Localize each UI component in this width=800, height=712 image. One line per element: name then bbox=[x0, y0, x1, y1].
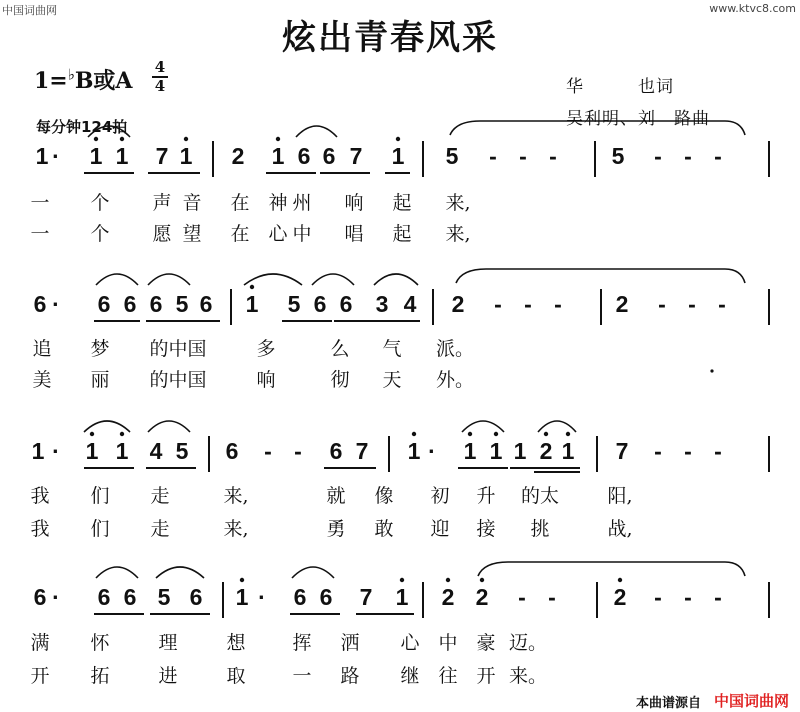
dash-note: - bbox=[264, 438, 272, 464]
lyric-syllable: 走 bbox=[150, 518, 170, 540]
slur bbox=[292, 567, 334, 578]
lyric-syllable: 们 bbox=[90, 485, 110, 507]
note: 1 bbox=[235, 584, 249, 610]
note: 6 bbox=[123, 291, 137, 317]
dot-extension: · bbox=[52, 438, 60, 464]
dash-note: - bbox=[714, 438, 722, 464]
note: 4 bbox=[403, 291, 417, 317]
tie-line bbox=[478, 562, 745, 576]
lyricist-credit: 华 也词 bbox=[566, 77, 674, 97]
note: 5 bbox=[175, 291, 189, 317]
octave-dot bbox=[494, 432, 498, 436]
note: 6 bbox=[313, 291, 327, 317]
lyric-syllable: 在 bbox=[230, 223, 250, 245]
dash-note: - bbox=[654, 438, 662, 464]
slur bbox=[96, 567, 138, 578]
lyric-syllable: 往 bbox=[438, 665, 458, 687]
lyric-syllable: 起 bbox=[392, 223, 412, 245]
slur bbox=[84, 421, 130, 432]
note: 6 bbox=[225, 438, 239, 464]
lyric-syllable: 接 bbox=[476, 518, 496, 540]
lyric-syllable: 走 bbox=[150, 485, 170, 507]
lyric-syllable: 路 bbox=[340, 665, 360, 687]
lyric-syllable: 响 bbox=[256, 369, 276, 391]
slur bbox=[88, 126, 130, 137]
octave-dot bbox=[396, 137, 400, 141]
note: 2 bbox=[613, 584, 627, 610]
note: 5 bbox=[611, 143, 625, 169]
lyric-syllable: 我 bbox=[30, 518, 50, 540]
lyric-syllable: 愿 bbox=[152, 223, 172, 245]
lyric-syllable: 气 bbox=[382, 338, 402, 360]
lyric-syllable: 勇 bbox=[326, 518, 346, 540]
slur bbox=[296, 126, 337, 137]
lyric-syllable: 丽 bbox=[90, 369, 110, 391]
note: 1 bbox=[271, 143, 285, 169]
octave-dot bbox=[544, 432, 548, 436]
tie-line bbox=[450, 121, 745, 135]
lyric-syllable: 迎 bbox=[430, 518, 450, 540]
lyric-syllable: 追 bbox=[32, 338, 52, 360]
lyric-syllable: 就 bbox=[326, 485, 346, 507]
lyric-syllable: 理 bbox=[158, 632, 178, 654]
lyric-syllable: 开 bbox=[476, 665, 496, 687]
lyric-syllable: 阳, bbox=[607, 485, 633, 507]
dash-note: - bbox=[684, 438, 692, 464]
lyric-syllable: 唱 bbox=[344, 223, 364, 245]
dot-extension: · bbox=[52, 584, 60, 610]
tempo-marking: 每分钟124拍 bbox=[36, 118, 128, 136]
lyric-syllable: 的中国 bbox=[149, 369, 207, 391]
note: 1 bbox=[513, 438, 527, 464]
stray-dot bbox=[710, 369, 713, 372]
lyric-syllable: 来, bbox=[445, 192, 471, 214]
dash-note: - bbox=[494, 291, 502, 317]
note: 6 bbox=[97, 291, 111, 317]
note: 7 bbox=[359, 584, 373, 610]
key-text: B或A bbox=[74, 68, 133, 94]
lyric-syllable: 外。 bbox=[435, 369, 475, 391]
lyric-syllable: 在 bbox=[230, 192, 250, 214]
note: 2 bbox=[615, 291, 629, 317]
lyric-syllable: 们 bbox=[90, 518, 110, 540]
note: 3 bbox=[375, 291, 389, 317]
note: 1 bbox=[31, 438, 45, 464]
note: 1 bbox=[489, 438, 503, 464]
note: 1 bbox=[407, 438, 421, 464]
lyric-syllable: 心 bbox=[268, 223, 288, 245]
note: 6 bbox=[329, 438, 343, 464]
tie-line bbox=[456, 269, 745, 283]
note: 6 bbox=[319, 584, 333, 610]
slur bbox=[244, 274, 302, 285]
note: 6 bbox=[322, 143, 336, 169]
octave-dot bbox=[120, 432, 124, 436]
note: 6 bbox=[293, 584, 307, 610]
footer-source: 本曲谱源自 bbox=[636, 696, 702, 711]
lyric-syllable: 迈。 bbox=[508, 632, 548, 654]
lyric-syllable: 一 bbox=[30, 223, 50, 245]
note: 6 bbox=[199, 291, 213, 317]
note: 2 bbox=[231, 143, 245, 169]
lyric-syllable: 开 bbox=[30, 665, 50, 687]
lyric-syllable: 梦 bbox=[90, 338, 110, 360]
note: 1 bbox=[115, 438, 129, 464]
slur bbox=[374, 274, 418, 285]
page-title: 炫出青春风采 bbox=[282, 18, 498, 58]
octave-dot bbox=[468, 432, 472, 436]
octave-dot bbox=[446, 578, 450, 582]
note: 1 bbox=[115, 143, 129, 169]
footer-site: 中国词曲网 bbox=[714, 692, 790, 710]
dash-note: - bbox=[654, 143, 662, 169]
note: 1 bbox=[391, 143, 405, 169]
slur bbox=[96, 274, 138, 285]
note: 1 bbox=[89, 143, 103, 169]
slur bbox=[148, 421, 190, 432]
lyric-syllable: 神 bbox=[268, 192, 288, 214]
octave-dot bbox=[240, 578, 244, 582]
lyric-syllable: 挥 bbox=[292, 632, 312, 654]
note: 1 bbox=[395, 584, 409, 610]
note: 1 bbox=[561, 438, 575, 464]
lyric-syllable: 像 bbox=[374, 485, 394, 507]
lyric-syllable: 洒 bbox=[340, 632, 360, 654]
watermark-left: 中国词曲网 bbox=[2, 4, 57, 17]
note: 1 bbox=[85, 438, 99, 464]
time-top: 4 bbox=[154, 58, 166, 76]
lyric-syllable: 挑 bbox=[530, 518, 550, 540]
octave-dot bbox=[618, 578, 622, 582]
lyric-syllable: 一 bbox=[30, 192, 50, 214]
dash-note: - bbox=[684, 584, 692, 610]
lyric-syllable: 一 bbox=[292, 665, 312, 687]
note: 6 bbox=[33, 291, 47, 317]
lyric-syllable: 来。 bbox=[508, 665, 548, 687]
octave-dot bbox=[412, 432, 416, 436]
watermark-right: www.ktvc8.com bbox=[709, 2, 796, 15]
octave-dot bbox=[94, 137, 98, 141]
note: 2 bbox=[475, 584, 489, 610]
lyric-syllable: 满 bbox=[30, 632, 50, 654]
dash-note: - bbox=[684, 143, 692, 169]
octave-dot bbox=[120, 137, 124, 141]
lyric-syllable: 敢 bbox=[374, 518, 394, 540]
note: 1 bbox=[35, 143, 49, 169]
dash-note: - bbox=[294, 438, 302, 464]
dash-note: - bbox=[489, 143, 497, 169]
slur bbox=[148, 274, 190, 285]
dot-extension: · bbox=[258, 584, 266, 610]
lyric-syllable: 多 bbox=[256, 338, 276, 360]
lyric-syllable: 彻 bbox=[330, 369, 350, 391]
lyric-syllable: 中 bbox=[292, 223, 312, 245]
slur bbox=[156, 567, 204, 578]
lyric-syllable: 美 bbox=[32, 369, 52, 391]
lyric-syllable: 豪 bbox=[476, 632, 496, 654]
lyric-syllable: 么 bbox=[330, 338, 350, 360]
lyric-syllable: 拓 bbox=[90, 665, 110, 687]
note: 5 bbox=[445, 143, 459, 169]
flat-sign: ♭ bbox=[67, 65, 75, 84]
note: 7 bbox=[349, 143, 363, 169]
dot-extension: · bbox=[52, 143, 60, 169]
octave-dot bbox=[184, 137, 188, 141]
lyric-syllable: 战, bbox=[607, 518, 633, 540]
octave-dot bbox=[90, 432, 94, 436]
key-prefix: 1= bbox=[34, 68, 68, 94]
slur bbox=[462, 421, 504, 432]
lyric-syllable: 起 bbox=[392, 192, 412, 214]
note: 6 bbox=[149, 291, 163, 317]
lyric-syllable: 个 bbox=[90, 223, 110, 245]
dash-note: - bbox=[718, 291, 726, 317]
slur bbox=[538, 421, 576, 432]
note: 6 bbox=[189, 584, 203, 610]
dash-note: - bbox=[714, 143, 722, 169]
time-bottom: 4 bbox=[154, 77, 166, 95]
note: 7 bbox=[155, 143, 169, 169]
note: 7 bbox=[615, 438, 629, 464]
dash-note: - bbox=[688, 291, 696, 317]
lyric-syllable: 音 bbox=[182, 192, 202, 214]
dash-note: - bbox=[554, 291, 562, 317]
lyric-syllable: 取 bbox=[226, 665, 246, 687]
dot-extension: · bbox=[428, 438, 436, 464]
dash-note: - bbox=[654, 584, 662, 610]
note: 2 bbox=[451, 291, 465, 317]
lyric-syllable: 升 bbox=[476, 485, 496, 507]
lyric-syllable: 怀 bbox=[90, 632, 110, 654]
lyric-syllable: 来, bbox=[445, 223, 471, 245]
lyric-syllable: 来, bbox=[223, 485, 249, 507]
note: 6 bbox=[97, 584, 111, 610]
octave-dot bbox=[566, 432, 570, 436]
lyric-syllable: 的太 bbox=[520, 485, 560, 507]
note: 2 bbox=[441, 584, 455, 610]
dash-note: - bbox=[518, 584, 526, 610]
note: 7 bbox=[355, 438, 369, 464]
lyric-syllable: 州 bbox=[292, 192, 312, 214]
note: 4 bbox=[149, 438, 163, 464]
octave-dot bbox=[250, 285, 254, 289]
lyric-syllable: 我 bbox=[30, 485, 50, 507]
octave-dot bbox=[400, 578, 404, 582]
note: 6 bbox=[33, 584, 47, 610]
lyric-syllable: 派。 bbox=[435, 338, 475, 360]
dot-extension: · bbox=[52, 291, 60, 317]
lyric-syllable: 望 bbox=[182, 223, 202, 245]
octave-dot bbox=[276, 137, 280, 141]
lyric-syllable: 进 bbox=[158, 665, 178, 687]
octave-dot bbox=[480, 578, 484, 582]
lyric-syllable: 的中国 bbox=[149, 338, 207, 360]
lyric-syllable: 声 bbox=[152, 192, 172, 214]
dash-note: - bbox=[658, 291, 666, 317]
lyric-syllable: 初 bbox=[430, 485, 450, 507]
note: 5 bbox=[175, 438, 189, 464]
note: 1 bbox=[245, 291, 259, 317]
lyric-syllable: 来, bbox=[223, 518, 249, 540]
lyric-syllable: 个 bbox=[90, 192, 110, 214]
note: 1 bbox=[463, 438, 477, 464]
note: 1 bbox=[179, 143, 193, 169]
note: 5 bbox=[287, 291, 301, 317]
dash-note: - bbox=[548, 584, 556, 610]
dash-note: - bbox=[714, 584, 722, 610]
slur bbox=[312, 274, 354, 285]
dash-note: - bbox=[519, 143, 527, 169]
lyric-syllable: 心 bbox=[400, 632, 420, 654]
dash-note: - bbox=[524, 291, 532, 317]
note: 5 bbox=[157, 584, 171, 610]
lyric-syllable: 继 bbox=[400, 665, 420, 687]
lyric-syllable: 中 bbox=[438, 632, 458, 654]
lyric-syllable: 天 bbox=[382, 369, 402, 391]
note: 2 bbox=[539, 438, 553, 464]
composer-credit: 吴利明、刘 路曲 bbox=[566, 109, 710, 129]
note: 6 bbox=[297, 143, 311, 169]
note: 6 bbox=[339, 291, 353, 317]
note: 6 bbox=[123, 584, 137, 610]
lyric-syllable: 想 bbox=[226, 632, 246, 654]
dash-note: - bbox=[549, 143, 557, 169]
lyric-syllable: 响 bbox=[344, 192, 364, 214]
